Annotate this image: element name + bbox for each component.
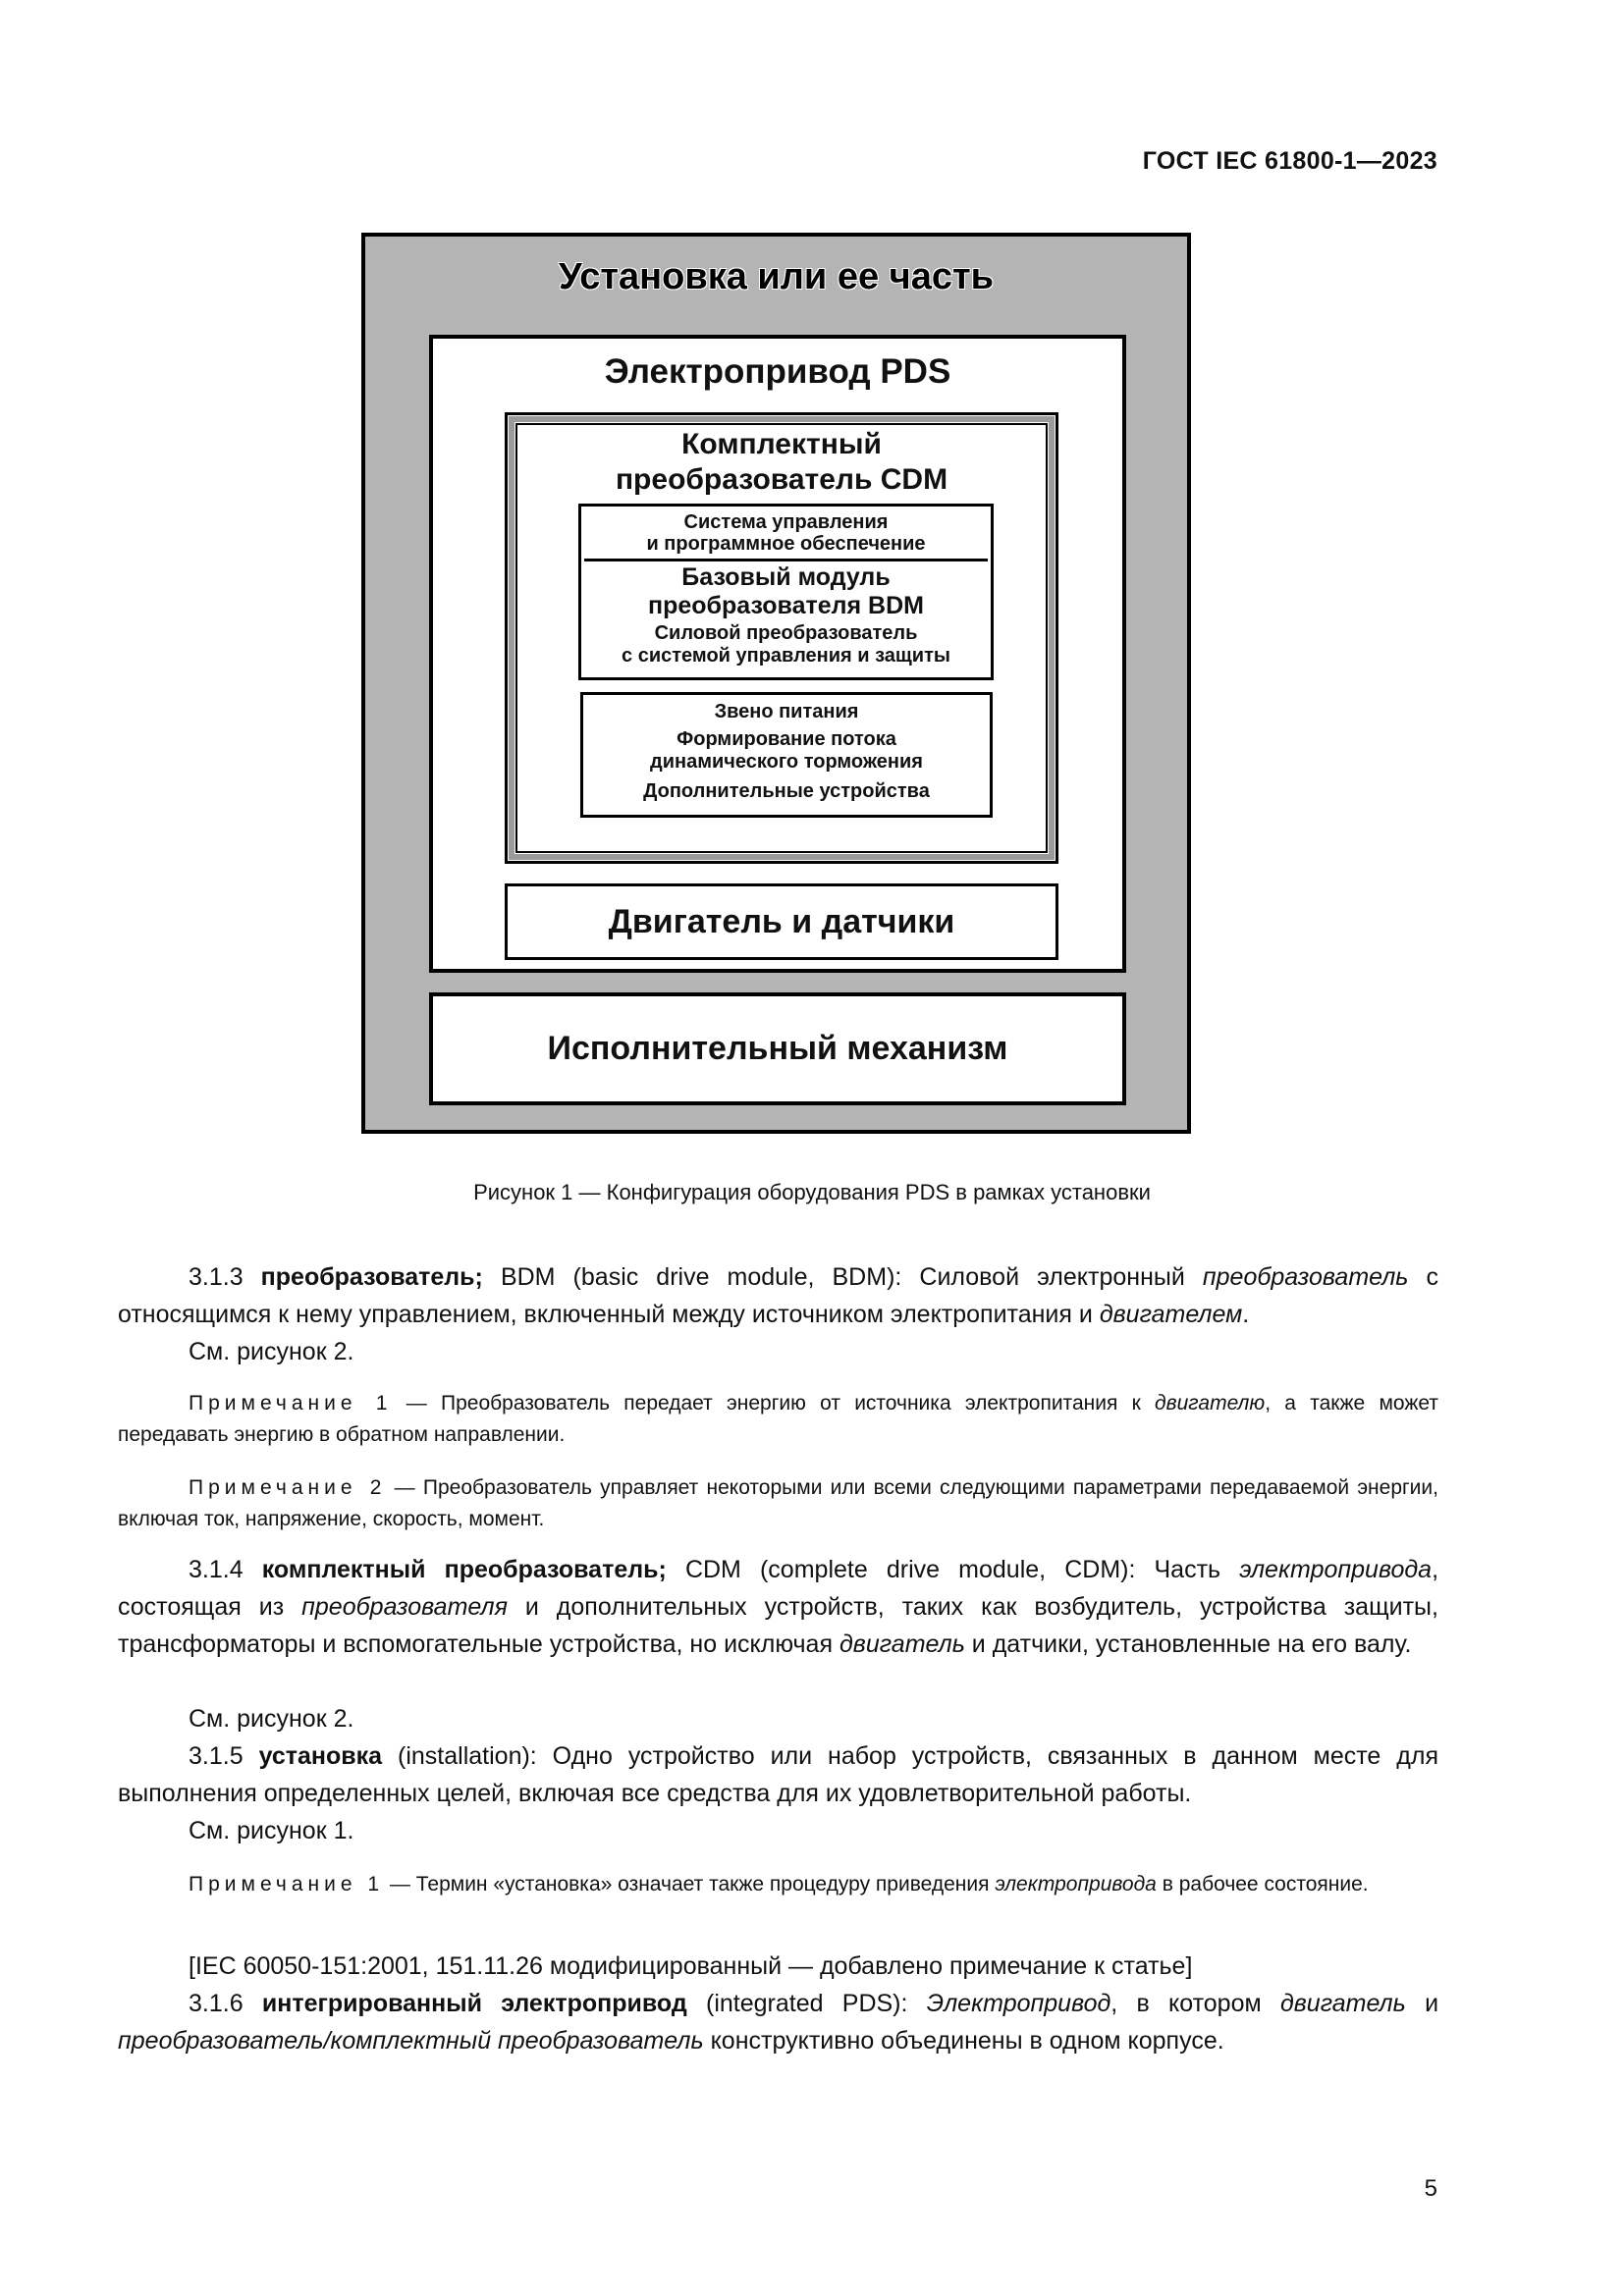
text: CDM (complete drive module, CDM): Часть bbox=[684, 1556, 1221, 1583]
installation-title: Установка или ее часть bbox=[559, 256, 994, 297]
text: BDM (basic drive module, BDM): Силовой электронный bbox=[500, 1263, 1185, 1291]
section-3-1-5 bbox=[118, 1737, 1438, 1812]
italic-term: электропривода bbox=[1239, 1556, 1433, 1583]
text: , в котором bbox=[1110, 1990, 1262, 2017]
text: конструктивно объединены в одном корпусе. bbox=[710, 2027, 1224, 2055]
see-figure-1: См. рисунок 1. bbox=[189, 1817, 354, 1844]
pds-block bbox=[429, 335, 1126, 973]
italic-term: двигателю bbox=[1155, 1392, 1266, 1415]
text: , а также может передавать энергию в обратном направлении. bbox=[118, 1392, 1438, 1446]
text: в рабочее состояние. bbox=[1162, 1873, 1369, 1896]
term: комплектный преобразователь; bbox=[261, 1556, 667, 1583]
see-figure-2-b: См. рисунок 2. bbox=[189, 1705, 354, 1733]
italic-term: двигателем bbox=[1099, 1301, 1243, 1328]
text: — Термин «установка» означает также процедуру приведения bbox=[389, 1873, 990, 1896]
aux-line-1: Звено питания bbox=[714, 701, 859, 722]
section-number: 3.1.5 bbox=[189, 1742, 244, 1770]
section-number: 3.1.4 bbox=[189, 1556, 244, 1583]
cdm-title-line-1: Комплектный bbox=[681, 428, 882, 460]
text: , состоящая из bbox=[118, 1556, 1439, 1621]
mechanism-block: Исполнительный механизм bbox=[429, 992, 1126, 1105]
term: установка bbox=[258, 1742, 383, 1770]
note-3-1-5-1 bbox=[118, 1869, 1438, 1900]
aux-line-2: Формирование потока bbox=[677, 728, 896, 750]
italic-term: двигатель bbox=[1279, 1990, 1406, 2017]
note-3-1-3-1 bbox=[118, 1388, 1438, 1451]
text: и bbox=[1425, 1990, 1439, 2017]
control-line-1: Система управления bbox=[683, 511, 889, 533]
cdm-block bbox=[505, 412, 1058, 864]
italic-term: Электропривод bbox=[926, 1990, 1111, 2017]
installation-block bbox=[361, 233, 1191, 1134]
term: преобразователь; bbox=[260, 1263, 483, 1291]
note-label: Примечание 2 bbox=[189, 1476, 387, 1499]
text: — Преобразователь передает энергию от источника электропитания к bbox=[406, 1392, 1141, 1415]
italic-term: двигатель bbox=[839, 1630, 965, 1658]
bdm-sub-line-2: с системой управления и защиты bbox=[622, 645, 950, 667]
italic-term: преобразователя bbox=[301, 1593, 508, 1621]
section-number: 3.1.3 bbox=[189, 1263, 244, 1291]
note-3-1-3-2 bbox=[118, 1472, 1438, 1535]
text: (installation): Одно устройство или набор устройств, связанных в данном месте для выполнения определенных целей, включая все средства для их удовлетворительной работы. bbox=[118, 1742, 1438, 1807]
italic-term: электропривода bbox=[995, 1873, 1157, 1896]
aux-line-3: динамического торможения bbox=[650, 751, 923, 773]
section-3-1-4 bbox=[118, 1551, 1438, 1663]
note-label: Примечание 1 bbox=[189, 1873, 385, 1896]
text: с относящимся к нему управлением, включенный между источником электропитания и bbox=[118, 1263, 1439, 1328]
cdm-title bbox=[508, 427, 1056, 498]
page-number: 5 bbox=[1424, 2175, 1437, 2202]
see-figure-2-a: См. рисунок 2. bbox=[189, 1338, 354, 1365]
section-3-1-6 bbox=[118, 1985, 1438, 2059]
bdm-title-line-2: преобразователя BDM bbox=[648, 592, 924, 619]
term: интегрированный электропривод bbox=[261, 1990, 687, 2017]
section-number: 3.1.6 bbox=[189, 1990, 244, 2017]
text: и дополнительных устройств, таких как возбудитель, устройства защиты, трансформаторы и вспомогательные устройства, но исключая bbox=[118, 1593, 1438, 1658]
bdm-block bbox=[578, 504, 994, 680]
control-line-2: и программное обеспечение bbox=[646, 533, 926, 555]
reference-3-1-5: [IEC 60050-151:2001, 151.11.26 модифицированный — добавлено примечание к статье] bbox=[189, 1952, 1193, 1980]
auxiliary-block bbox=[580, 692, 993, 818]
bdm-subtitle bbox=[581, 622, 991, 667]
italic-term: преобразователь/комплектный преобразователь bbox=[118, 2027, 704, 2055]
text: — Преобразователь управляет некоторыми или всеми следующими параметрами передаваемой энергии, включая ток, напряжение, скорость, момент. bbox=[118, 1476, 1438, 1530]
bdm-title bbox=[581, 563, 991, 620]
pds-title: Электропривод PDS bbox=[604, 352, 951, 391]
motor-block: Двигатель и датчики bbox=[505, 883, 1058, 960]
cdm-title-line-2: преобразователь CDM bbox=[615, 463, 948, 496]
figure-caption: Рисунок 1 — Конфигурация оборудования PDS в рамках установки bbox=[473, 1180, 1151, 1204]
section-3-1-3 bbox=[118, 1258, 1438, 1333]
text: . bbox=[1242, 1301, 1250, 1328]
aux-line-4: Дополнительные устройства bbox=[643, 780, 930, 802]
document-code: ГОСТ IEC 61800-1—2023 bbox=[1142, 147, 1437, 175]
control-software-block bbox=[584, 509, 988, 561]
text: и датчики, установленные на его валу. bbox=[971, 1630, 1412, 1658]
bdm-title-line-1: Базовый модуль bbox=[681, 563, 891, 591]
bdm-sub-line-1: Силовой преобразователь bbox=[654, 622, 918, 644]
note-label: Примечание 1 bbox=[189, 1392, 393, 1415]
italic-term: преобразователь bbox=[1202, 1263, 1409, 1291]
text: (integrated PDS): bbox=[706, 1990, 908, 2017]
